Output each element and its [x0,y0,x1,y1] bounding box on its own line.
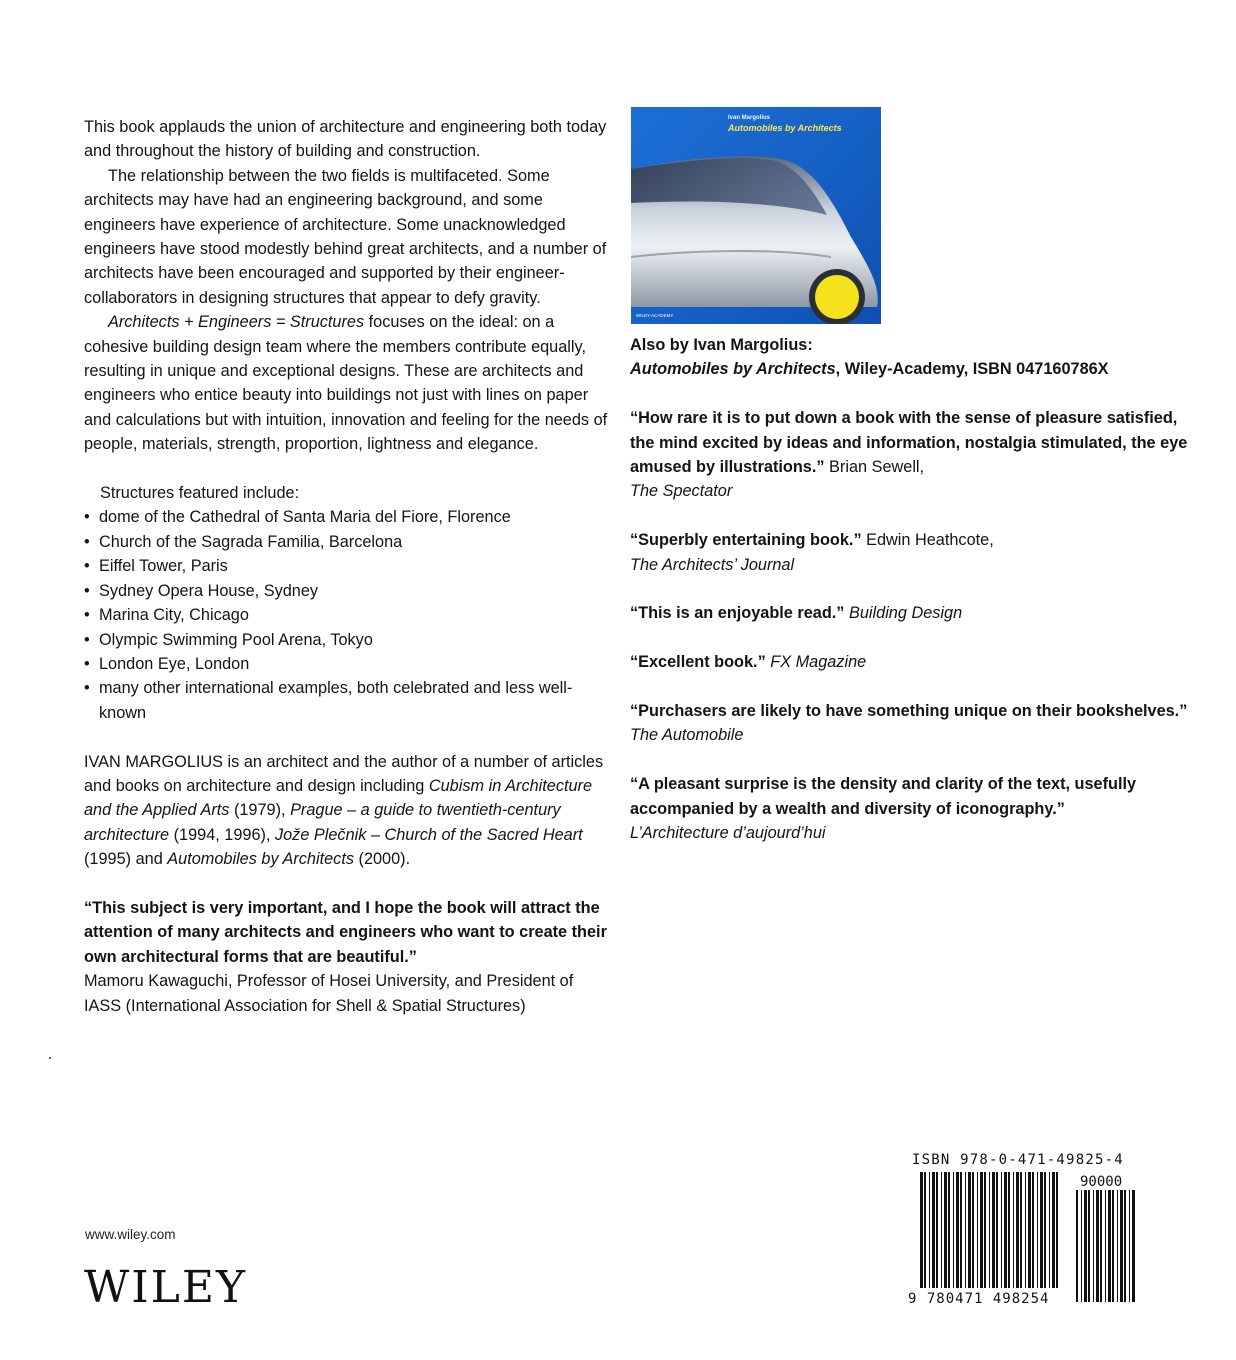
barcode-addon-bars [1076,1190,1135,1302]
review-publication: FX Magazine [770,653,867,672]
barcode-bar [924,1172,926,1288]
bio-book-title: Cubism in Architecture and the Applied Arts [84,776,593,820]
barcode-bar [1093,1190,1094,1302]
speck [49,1057,51,1059]
barcode-bar [989,1172,990,1288]
barcode-bar [1076,1190,1078,1302]
barcode-bar [953,1172,954,1288]
barcode-bar [1004,1172,1007,1288]
review-publication: L’Architecture d’aujourd’hui [630,824,826,843]
reviews-list [630,382,1190,846]
barcode-bar [1120,1190,1123,1302]
review-quote: “This is an enjoyable read.” [630,604,845,623]
also-by-entry [630,357,1190,381]
barcode-bar [1037,1172,1038,1288]
barcode-bar [1105,1190,1106,1302]
barcode-bar [1008,1172,1010,1288]
barcode-bar [948,1172,950,1288]
review-publication: The Architects’ Journal [630,555,795,574]
barcode-bar [972,1172,974,1288]
review-quote: “Superbly entertaining book.” [630,531,862,550]
barcode-bar [1096,1190,1099,1302]
book-title: Architects + Engineers = Structures [108,313,365,332]
structures-heading: Structures featured include: [100,484,300,503]
barcode-bar [1132,1190,1135,1302]
review [630,601,1190,625]
wiley-logo: WILEY [84,1262,247,1313]
list-item: • Eiffel Tower, Paris [84,554,614,578]
barcode-bar [1081,1190,1082,1302]
review-author: Brian Sewell, [824,458,925,477]
endorsement-source: Mamoru Kawaguchi, Professor of Hosei University, and President of IASS (International Association for Shell & Spatial Structures) [84,972,574,1015]
barcode-bar [1084,1190,1087,1302]
barcode-bar [1100,1190,1102,1302]
intro-paragraph-3 [84,310,614,456]
barcode-bars [920,1172,1058,1288]
list-item: • London Eye, London [84,652,614,676]
barcode-bar [1056,1172,1058,1288]
bio-book-title: Automobiles by Architects [167,850,354,869]
left-column [84,115,614,1018]
review-publication: The Spectator [630,482,733,501]
review-quote: “Excellent book.” [630,653,766,672]
price-code: 90000 [1080,1174,1123,1190]
barcode-bar [929,1172,930,1288]
car-illustration [631,107,881,324]
barcode-bar [965,1172,966,1288]
review-publication: The Automobile [630,726,744,745]
bio-book-title: Jože Plečnik – Church of the Sacred Heart [274,825,583,844]
review-quote: “Purchasers are likely to have something unique on their bookshelves.” [630,702,1188,721]
author-bio [84,750,614,872]
barcode-bar [1032,1172,1034,1288]
list-item: • many other international examples, both celebrated and less well-known [84,676,614,725]
barcode-bar [1124,1190,1126,1302]
also-by-details: , Wiley-Academy, ISBN 047160786X [835,360,1109,379]
right-column [630,333,1190,845]
endorsement-quote: “This subject is very important, and I hope the book will attract the attention of many architects and engineers who want to create their own architectural forms that are beautiful.” [84,898,607,966]
barcode-bar [1020,1172,1022,1288]
barcode-bar [932,1172,935,1288]
cover-author: Ivan Margolius [728,115,771,121]
bio-text: (1995) and [84,850,168,869]
list-item: • dome of the Cathedral of Santa Maria del Fiore, Florence [84,505,614,529]
barcode-bar [960,1172,962,1288]
bio-text: IVAN MARGOLIUS is an architect and the author of a number of articles and books on architecture and design including [84,752,604,795]
intro-paragraph-3-text: focuses on the ideal: on a cohesive building design team where the members contribute equally, resulting in unique and exceptional designs. These are architects and engineers who entice beauty into buildings not just with lines on paper and calculations but with intuition, innovation and feeling for the needs of people, materials, strength, proportion, lightness and elegance. [84,313,608,454]
cover-title: Automobiles by Architects [728,123,842,133]
barcode-bar [1129,1190,1130,1302]
review-quote: “A pleasant surprise is the density and clarity of the text, usefully accompanied by a wealth and diversity of iconography.” [630,775,1137,818]
review [630,699,1190,748]
list-item: • Olympic Swimming Pool Arena, Tokyo [84,628,614,652]
isbn-label: ISBN 978-0-471-49825-4 [912,1152,1124,1168]
barcode-bar [1001,1172,1002,1288]
review [630,528,1190,577]
barcode-bar [1049,1172,1050,1288]
barcode-bar [1025,1172,1026,1288]
review [630,406,1190,504]
barcode-bar [968,1172,971,1288]
barcode-bar [1013,1172,1014,1288]
barcode-bar [1117,1190,1118,1302]
barcode-bar [1044,1172,1046,1288]
barcode-bar [996,1172,998,1288]
barcode-bar [1112,1190,1114,1302]
bio-text: (2000). [354,850,411,869]
barcode-bar [1028,1172,1031,1288]
bio-text: (1994, 1996), [169,825,275,844]
barcode-bar [1088,1190,1090,1302]
review-author: Edwin Heathcote, [861,531,994,550]
list-item: • Sydney Opera House, Sydney [84,579,614,603]
intro-paragraph-1: This book applauds the union of architecture and engineering both today and throughout the history of building and construction. [84,118,607,161]
publisher-url: www.wiley.com [85,1227,176,1242]
barcode-bar [956,1172,959,1288]
review-quote: “How rare it is to put down a book with the sense of pleasure satisfied, the mind excited by ideas and information, nostalgia stimulated, the eye amused by illustrations.” [630,409,1188,477]
barcode-bar [1016,1172,1019,1288]
barcode-bar [920,1172,923,1288]
barcode-bar [1040,1172,1043,1288]
cover-publisher: WILEY-ACADEMY [636,313,674,318]
list-item: • Marina City, Chicago [84,603,614,627]
barcode-bar [984,1172,986,1288]
review-publication: Building Design [848,604,963,623]
barcode-bar [944,1172,947,1288]
bio-book-title: Prague – a guide to twentieth-century architecture [84,801,561,844]
also-by-heading: Also by Ivan Margolius: [630,336,813,354]
barcode-bar [992,1172,995,1288]
barcode-bar [941,1172,942,1288]
review [630,650,1190,674]
bio-text: (1979), [229,801,291,820]
barcode-bar [936,1172,938,1288]
barcode [908,1170,1140,1306]
barcode-bar [977,1172,978,1288]
intro-paragraph-2: The relationship between the two fields is multifaceted. Some architects may have had an engineering background, and some engineers have experience of architecture. Some unacknowledged engineers have stood modestly behind great architects, and a number of architects have been encouraged and supported by their engineer-collaborators in designing structures that appear to defy gravity. [84,166,607,307]
book-cover-image [631,107,881,324]
structures-list [84,505,614,725]
barcode-bar [980,1172,983,1288]
barcode-digits: 9 780471 498254 [908,1291,1050,1306]
also-by-title: Automobiles by Architects [630,360,836,379]
barcode-bar [1108,1190,1111,1302]
review [630,772,1190,845]
list-item: • Church of the Sagrada Familia, Barcelona [84,530,614,554]
barcode-bar [1052,1172,1055,1288]
